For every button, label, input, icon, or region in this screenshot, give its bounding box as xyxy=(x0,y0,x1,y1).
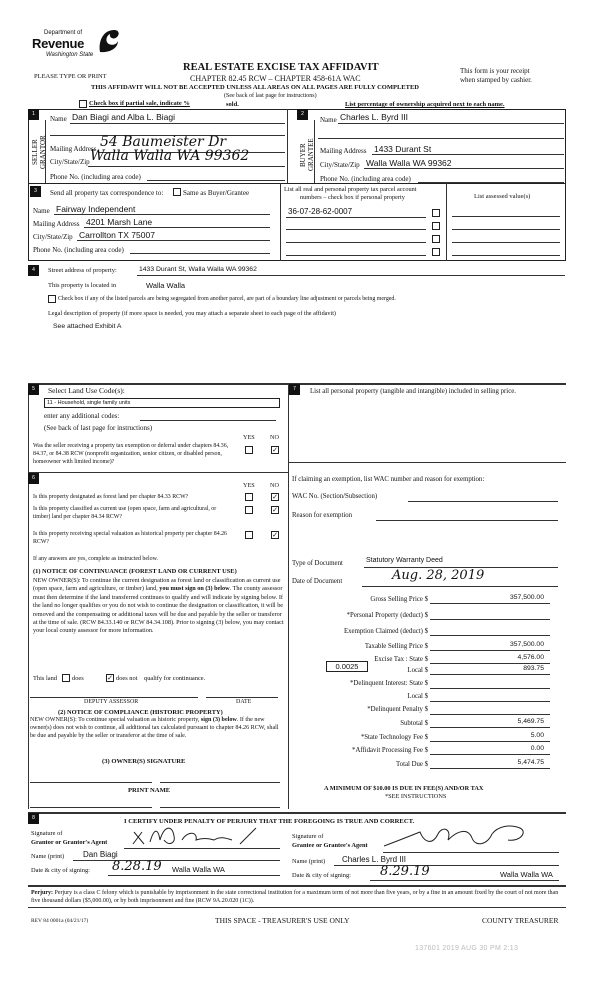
treasurer-use-only: THIS SPACE - TREASURER'S USE ONLY xyxy=(215,916,350,925)
seller-mailing-field[interactable]: 54 Baumeister Dr xyxy=(100,134,227,150)
continuance-does-label: does xyxy=(72,675,84,682)
excise-tax-local-label: Local $ xyxy=(407,667,428,674)
forest-no-checkbox[interactable]: ✓ xyxy=(272,493,278,501)
assessor-date-line[interactable] xyxy=(206,697,278,698)
taxable-selling-price-value[interactable]: 357,500.00 xyxy=(509,641,544,648)
seller-city-label: City/State/Zip xyxy=(50,158,90,166)
seller-name-label: Name xyxy=(50,115,67,123)
exemption-claimed-label: Exemption Claimed (deduct) $ xyxy=(344,628,428,635)
minimum-fee-note: A MINIMUM OF $10.00 IS DUE IN FEE(S) AND/OR TAX xyxy=(324,785,484,792)
current-use-question: Is this property classified as current use (open space, farm and agricultural, or timber) land per chapter 84.34 RCW? xyxy=(33,506,217,520)
assessed-value-header: List assessed value(s) xyxy=(474,193,531,200)
receipt-note-1: This form is your receipt xyxy=(460,67,530,75)
correspondence-mailing-label: Mailing Address xyxy=(33,220,80,228)
seller-city-field[interactable]: Walla Walla WA 99362 xyxy=(90,148,250,164)
continuance-does-not-checkbox[interactable]: ✓ xyxy=(107,674,113,682)
additional-codes-field[interactable] xyxy=(140,420,276,421)
street-address-field[interactable]: 1433 Durant St, Walla Walla WA 99362 xyxy=(139,266,257,273)
grantee-city-field[interactable]: Walla Walla WA xyxy=(500,870,553,879)
exemption-intro: If claiming an exemption, list WAC number and reason for exemption: xyxy=(292,476,485,483)
please-type-note: PLEASE TYPE OR PRINT xyxy=(34,73,107,80)
forest-land-question: Is this property designated as forest land per chapter 84.33 RCW? xyxy=(33,494,189,500)
section-7-number: 7 xyxy=(289,384,300,395)
grantor-name-field[interactable]: Dan Biagi xyxy=(83,850,118,859)
excise-tax-local-value[interactable]: 893.75 xyxy=(523,665,544,672)
correspondence-city-label: City/State/Zip xyxy=(33,233,73,241)
wac-number-label: WAC No. (Section/Subsection) xyxy=(292,493,378,500)
taxable-selling-price-label: Taxable Selling Price $ xyxy=(364,643,428,650)
treasurer-stamp: 137601 2019 AUG 30 PM 2:13 xyxy=(415,945,519,952)
exemption-reason-field[interactable] xyxy=(376,520,558,521)
legal-description-field[interactable]: See attached Exhibit A xyxy=(53,323,122,330)
grantee-date-label: Date & city of signing: xyxy=(292,872,351,879)
form-title: REAL ESTATE EXCISE TAX AFFIDAVIT xyxy=(183,62,379,73)
located-in-value[interactable]: Walla Walla xyxy=(146,281,186,290)
assessed-value-field[interactable] xyxy=(452,229,560,230)
no-header-6: NO xyxy=(270,482,279,489)
assessed-value-field[interactable] xyxy=(452,255,560,256)
personal-property-checkbox[interactable] xyxy=(432,235,440,243)
this-land-label: This land xyxy=(33,675,57,682)
grantor-signature-field[interactable] xyxy=(128,822,278,850)
section-8-number: 8 xyxy=(28,813,39,824)
gross-selling-price-label: Gross Selling Price $ xyxy=(370,596,428,603)
parcel-header-2: numbers – check box if personal property xyxy=(300,194,405,201)
buyer-city-label: City/State/Zip xyxy=(320,161,360,169)
historic-yes-checkbox[interactable] xyxy=(245,531,253,539)
owner-signature-line-2[interactable] xyxy=(160,782,280,783)
section-4-number: 4 xyxy=(28,265,39,276)
state-technology-fee-value[interactable]: 5.00 xyxy=(530,732,544,739)
county-treasurer-label: COUNTY TREASURER xyxy=(482,916,559,925)
subtotal-label: Subtotal $ xyxy=(400,720,428,727)
total-due-value[interactable]: 5,474.75 xyxy=(517,759,544,766)
assessed-value-field[interactable] xyxy=(452,216,560,217)
grantor-date-label: Date & city of signing: xyxy=(31,867,90,874)
gross-selling-price-value[interactable]: 357,500.00 xyxy=(509,594,544,601)
sold-label: sold. xyxy=(226,101,239,108)
historic-no-checkbox[interactable]: ✓ xyxy=(272,531,278,539)
send-correspondence-label: Send all property tax correspondence to: xyxy=(50,189,164,197)
yes-header-6: YES xyxy=(243,482,255,489)
buyer-grantee-label: BUYER GRANTEE xyxy=(299,138,315,172)
continuance-does-checkbox[interactable] xyxy=(62,674,70,682)
qualify-continuance-label: qualify for continuance. xyxy=(144,675,206,682)
grantor-date-field[interactable]: 8.28.19 xyxy=(112,859,162,874)
section-6-number: 6 xyxy=(28,473,39,484)
personal-property-checkbox[interactable] xyxy=(432,209,440,217)
exemption-yes-checkbox[interactable] xyxy=(245,446,253,454)
seller-mailing-label: Mailing Address xyxy=(50,145,97,153)
section-3-number: 3 xyxy=(30,186,41,197)
partial-sale-label: Check box if partial sale, indicate % xyxy=(89,100,190,107)
affidavit-processing-fee-label: *Affidavit Processing Fee $ xyxy=(352,747,428,754)
located-in-label: This property is located in xyxy=(48,282,117,289)
document-type-label: Type of Document xyxy=(292,560,343,567)
receipt-note-2: when stamped by cashier. xyxy=(460,76,532,84)
exemption-no-checkbox[interactable]: ✓ xyxy=(272,446,278,454)
continuance-does-not-label: does not xyxy=(116,675,138,682)
parcel-number-field[interactable] xyxy=(286,242,426,243)
if-yes-instructions: If any answers are yes, complete as instructed below. xyxy=(33,556,158,562)
grantee-signature-label-2: Grantee or Grantee's Agent xyxy=(292,842,368,849)
no-header: NO xyxy=(270,434,279,441)
state-technology-fee-label: *State Technology Fee $ xyxy=(360,734,428,741)
deputy-assessor-signature-line[interactable] xyxy=(30,697,198,698)
print-name-line-2[interactable] xyxy=(160,807,280,808)
legal-description-label: Legal description of property (if more space is needed, you may attach a separate sheet to each page of the affidavit) xyxy=(48,310,336,317)
section-5-number: 5 xyxy=(28,384,39,395)
grantor-city-field[interactable]: Walla Walla WA xyxy=(172,865,225,874)
parcel-number-field[interactable] xyxy=(286,255,426,256)
print-name-label: PRINT NAME xyxy=(128,787,171,794)
grantee-name-field[interactable]: Charles L. Byrd III xyxy=(342,855,407,864)
grantor-signature-label-2: Grantor or Grantor's Agent xyxy=(31,839,108,846)
grantor-signature-label-1: Signature of xyxy=(31,830,63,837)
parcel-number-field[interactable]: 36-07-28-62-0007 xyxy=(288,207,353,216)
correspondence-name-label: Name xyxy=(33,207,50,215)
land-use-value: 11 - Household, single family units xyxy=(47,400,131,406)
delinquent-penalty-label: *Delinquent Penalty $ xyxy=(367,706,428,713)
partial-sale-checkbox[interactable] xyxy=(79,100,87,108)
owner-signature-label: (3) OWNER(S) SIGNATURE xyxy=(102,758,186,765)
delinquent-penalty-field[interactable] xyxy=(430,714,550,715)
seller-name-field[interactable]: Dan Biagi and Alba L. Biagi xyxy=(72,112,176,122)
see-back-note: (See back of last page for instructions) xyxy=(224,93,317,99)
notice-compliance-text: NEW OWNER(S): To continue special valuation as historic property, sign (3) below. If the new owner(s) does not wish to continue, all additional tax calculated pursuant to chapter 84.26 RCW, shall be due and payable by the seller or transferor at the time of sale. xyxy=(30,717,279,739)
exemption-reason-label: Reason for exemption xyxy=(292,512,353,519)
subtotal-value[interactable]: 5,469.75 xyxy=(517,718,544,725)
correspondence-mailing-field[interactable]: 4201 Marsh Lane xyxy=(86,217,153,227)
delinquent-interest-local-label: Local $ xyxy=(407,693,428,700)
seller-grantor-label: SELLER GRANTOR xyxy=(31,135,47,169)
acceptance-warning: THIS AFFIDAVIT WILL NOT BE ACCEPTED UNLESS ALL AREAS ON ALL PAGES ARE FULLY COMPLETED xyxy=(91,84,419,91)
grantee-signature-label-1: Signature of xyxy=(292,833,324,840)
buyer-phone-label: Phone No. (including area code) xyxy=(320,175,411,183)
exemption-question: Was the seller receiving a property tax exemption or deferral under chapters 84.36, 84.37, or 84.38 RCW (nonprofit organization, senior citizen, or disabled person, homeowner with limited income)? xyxy=(33,443,229,465)
dor-logo xyxy=(32,30,122,64)
see-instructions-note: *SEE INSTRUCTIONS xyxy=(385,793,447,800)
section-2-number: 2 xyxy=(297,109,308,120)
total-due-label: Total Due $ xyxy=(396,761,428,768)
form-revision: REV 84 0001a (04/21/17) xyxy=(31,918,89,924)
document-date-label: Date of Document xyxy=(292,578,343,585)
buyer-city-field[interactable]: Walla Walla WA 99362 xyxy=(366,158,452,168)
see-back-instructions: (See back of last page for instructions) xyxy=(44,424,153,432)
assessed-value-field[interactable] xyxy=(452,242,560,243)
grantee-signature-field[interactable] xyxy=(380,822,540,852)
certify-statement: I CERTIFY UNDER PENALTY OF PERJURY THAT THE FOREGOING IS TRUE AND CORRECT. xyxy=(124,818,415,825)
notice-compliance-title: (2) NOTICE OF COMPLIANCE (HISTORIC PROPERTY) xyxy=(58,709,223,716)
land-use-select[interactable] xyxy=(44,398,280,408)
delinquent-interest-state-label: *Delinquent Interest: State $ xyxy=(350,680,428,687)
deputy-assessor-label: DEPUTY ASSESSOR xyxy=(84,699,139,705)
street-address-label: Street address of property: xyxy=(48,267,117,274)
current-use-yes-checkbox[interactable] xyxy=(245,506,253,514)
logo-swirl-icon xyxy=(96,28,120,54)
historic-question: Is this property receiving special valuation as historical property per chapter 84.26 RCW? xyxy=(33,531,227,545)
segregated-parcel-label: Check box if any of the listed parcels are being segregated from another parcel, are part of a boundary line adjustment or parcels being merged. xyxy=(58,296,396,302)
perjury-notice: Perjury: Perjury is a class C felony which is punishable by imprisonment in the state correctional institution for a maximum term of not more than five years, or by a fine in an amount fixed by the court of not more than five thousand dollars ($5,000.00), or by both imprisonment and fine (RCW 9A.20.020 (1C)). xyxy=(31,890,559,904)
logo-line1: Department of xyxy=(44,30,83,36)
notice-continuance-text: NEW OWNER(S): To continue the current designation as forest land or classification as current use (open space, farm and agriculture, or timber) land, you must sign on (3) below. The county assessor must then determine if the land transferred continues to qualify and will indicate by signing below. If the land no longer qualifies or you do not wish to continue the designation or classification, it will be removed and the compensating or additional taxes will be due and payable by the seller or transferor at the time of sale. (RCW 84.33.140 or RCW 84.34.108). Prior to signing (3) below, you may contact your local county assessor for more information. xyxy=(33,577,284,635)
wac-number-field[interactable] xyxy=(408,501,558,502)
buyer-mailing-label: Mailing Address xyxy=(320,147,367,155)
grantee-date-field[interactable]: 8.29.19 xyxy=(380,864,430,879)
personal-property-deduct-label: *Personal Property (deduct) $ xyxy=(346,612,428,619)
form-chapter: CHAPTER 82.45 RCW – CHAPTER 458-61A WAC xyxy=(190,74,361,83)
delinquent-interest-local-field[interactable] xyxy=(430,701,550,702)
document-type-field[interactable]: Statutory Warranty Deed xyxy=(366,557,443,564)
assessor-date-label: DATE xyxy=(236,699,252,705)
correspondence-phone-label: Phone No. (including area code) xyxy=(33,246,124,254)
grantee-name-label: Name (print) xyxy=(292,858,326,865)
local-rate-value: 0.0025 xyxy=(335,662,359,671)
delinquent-interest-state-field[interactable] xyxy=(430,688,550,689)
personal-property-label: List all personal property (tangible and intangible) included in selling price. xyxy=(310,388,516,395)
personal-property-checkbox[interactable] xyxy=(432,248,440,256)
parcel-header-1: List all real and personal property tax parcel account xyxy=(284,186,417,193)
buyer-mailing-field[interactable]: 1433 Durant St xyxy=(374,144,432,154)
yes-header: YES xyxy=(243,434,255,441)
ownership-note: List percentage of ownership acquired next to each name. xyxy=(345,101,505,108)
seller-phone-label: Phone No. (including area code) xyxy=(50,173,141,181)
additional-codes-label: enter any additional codes: xyxy=(44,412,120,420)
print-name-line-1[interactable] xyxy=(30,807,152,808)
parcel-number-field[interactable] xyxy=(286,229,426,230)
land-use-label: Select Land Use Code(s): xyxy=(48,386,125,395)
correspondence-name-field[interactable]: Fairway Independent xyxy=(56,204,136,214)
buyer-name-label: Name xyxy=(320,116,337,124)
section-1-number: 1 xyxy=(28,109,39,120)
current-use-no-checkbox[interactable]: ✓ xyxy=(272,506,278,514)
grantor-name-label: Name (print) xyxy=(31,853,65,860)
excise-tax-state-value[interactable]: 4,576.00 xyxy=(517,654,544,661)
forest-yes-checkbox[interactable] xyxy=(245,493,253,501)
notice-continuance-title: (1) NOTICE OF CONTINUANCE (FOREST LAND OR CURRENT USE) xyxy=(33,568,237,575)
document-date-field[interactable]: Aug. 28, 2019 xyxy=(392,568,485,583)
logo-line3: Washington State xyxy=(46,52,94,58)
buyer-name-field[interactable]: Charles L. Byrd III xyxy=(340,112,409,122)
same-as-buyer-checkbox[interactable] xyxy=(173,188,181,196)
affidavit-processing-fee-value[interactable]: 0.00 xyxy=(530,745,544,752)
same-as-buyer-label: Same as Buyer/Grantee xyxy=(183,189,250,197)
segregated-parcel-checkbox[interactable] xyxy=(48,295,56,303)
owner-signature-line-1[interactable] xyxy=(30,782,152,783)
excise-tax-state-label: Excise Tax : State $ xyxy=(374,656,428,663)
personal-property-checkbox[interactable] xyxy=(432,222,440,230)
logo-line2: Revenue xyxy=(32,36,85,51)
correspondence-city-field[interactable]: Carrollton TX 75007 xyxy=(79,230,155,240)
local-rate-field[interactable] xyxy=(326,661,368,672)
